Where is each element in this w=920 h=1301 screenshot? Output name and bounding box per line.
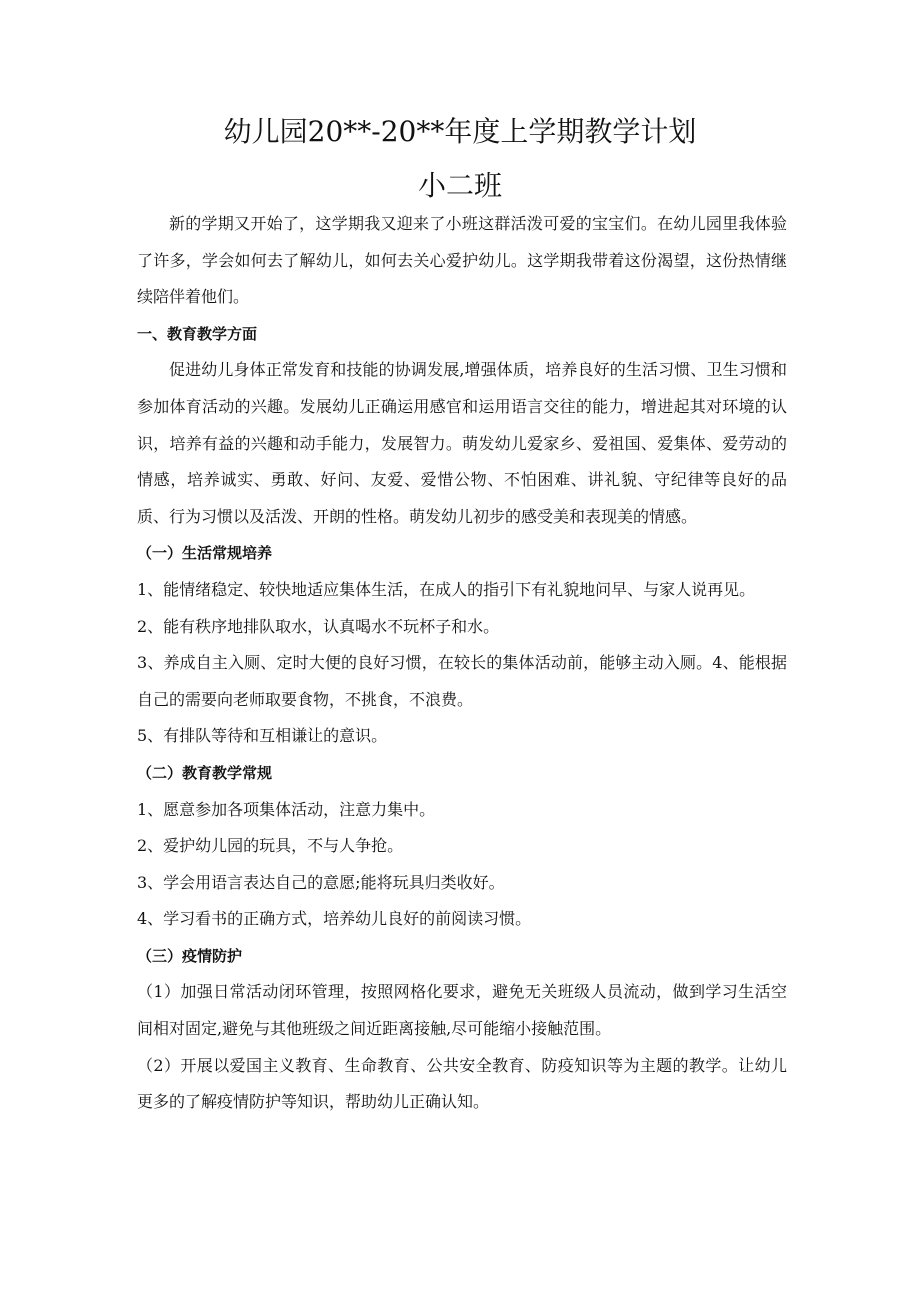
list-item: 2、爱护幼儿园的玩具，不与人争抢。 — [137, 836, 404, 856]
list-item: 1、愿意参加各项集体活动，注意力集中。 — [137, 799, 436, 819]
list-item: 4、学习看书的正确方式，培养幼儿良好的前阅读习惯。 — [137, 909, 532, 929]
list-item: （2）开展以爱国主义教育、生命教育、公共安全教育、防疫知识等为主题的教学。让幼儿更多的了解疫情防护等知识，帮助幼儿正确认知。 — [137, 1055, 787, 1112]
list-item: 3、养成自主入厕、定时大便的良好习惯，在较长的集体活动前，能够主动入厕。4、能根据自己的需要向老师取要食物，不挑食，不浪费。 — [137, 653, 787, 709]
list-item: 1、能情绪稳定、较快地适应集体生活，在成人的指引下有礼貌地问早、与家人说再见。 — [137, 579, 756, 599]
document-subtitle: 小二班 — [417, 169, 502, 202]
subsection-heading-life-routine: （一）生活常规培养 — [137, 544, 273, 563]
list-item: 2、能有秩序地排队取水，认真喝水不玩杯子和水。 — [137, 616, 500, 636]
section-heading-teaching: 一、教育教学方面 — [137, 324, 258, 343]
intro-paragraph: 新的学期又开始了，这学期我又迎来了小班这群活泼可爱的宝宝们。在幼儿园里我体验了许多，学会如何去了解幼儿，如何去关心爱护幼儿。这学期我带着这份渴望，这份热情继续陪伴着他们。 — [137, 214, 787, 307]
subsection-heading-epidemic: （三）疫情防护 — [137, 946, 243, 965]
document-title: 幼儿园20**-20**年度上学期教学计划 — [223, 115, 697, 148]
list-item: 3、学会用语言表达自己的意愿;能将玩具归类收好。 — [137, 872, 505, 892]
list-item: （1）加强日常活动闭环管理，按照网格化要求，避免无关班级人员流动，做到学习生活空间相对固定,避免与其他班级之间近距离接触,尽可能缩小接触范围。 — [137, 982, 787, 1039]
teaching-paragraph: 促进幼儿身体正常发育和技能的协调发展,增强体质，培养良好的生活习惯、卫生习惯和参加体育活动的兴趣。发展幼儿正确运用感官和运用语言交往的能力，增进起其对环境的认识，培养有益的兴趣和动手能力，发展智力。萌发幼儿爱家乡、爱祖国、爱集体、爱劳动的情感，培养诚实、勇敢、好问、友爱、爱惜公物、不怕困难、讲礼貌、守纪律等良好的品质、行为习惯以及活泼、开朗的性格。萌发幼儿初步的感受美和表现美的情感。 — [137, 360, 787, 526]
subsection-heading-teaching-routine: （二）教育教学常规 — [137, 763, 273, 782]
document-body — [137, 206, 787, 1121]
list-item: 5、有排队等待和互相谦让的意识。 — [137, 726, 388, 746]
